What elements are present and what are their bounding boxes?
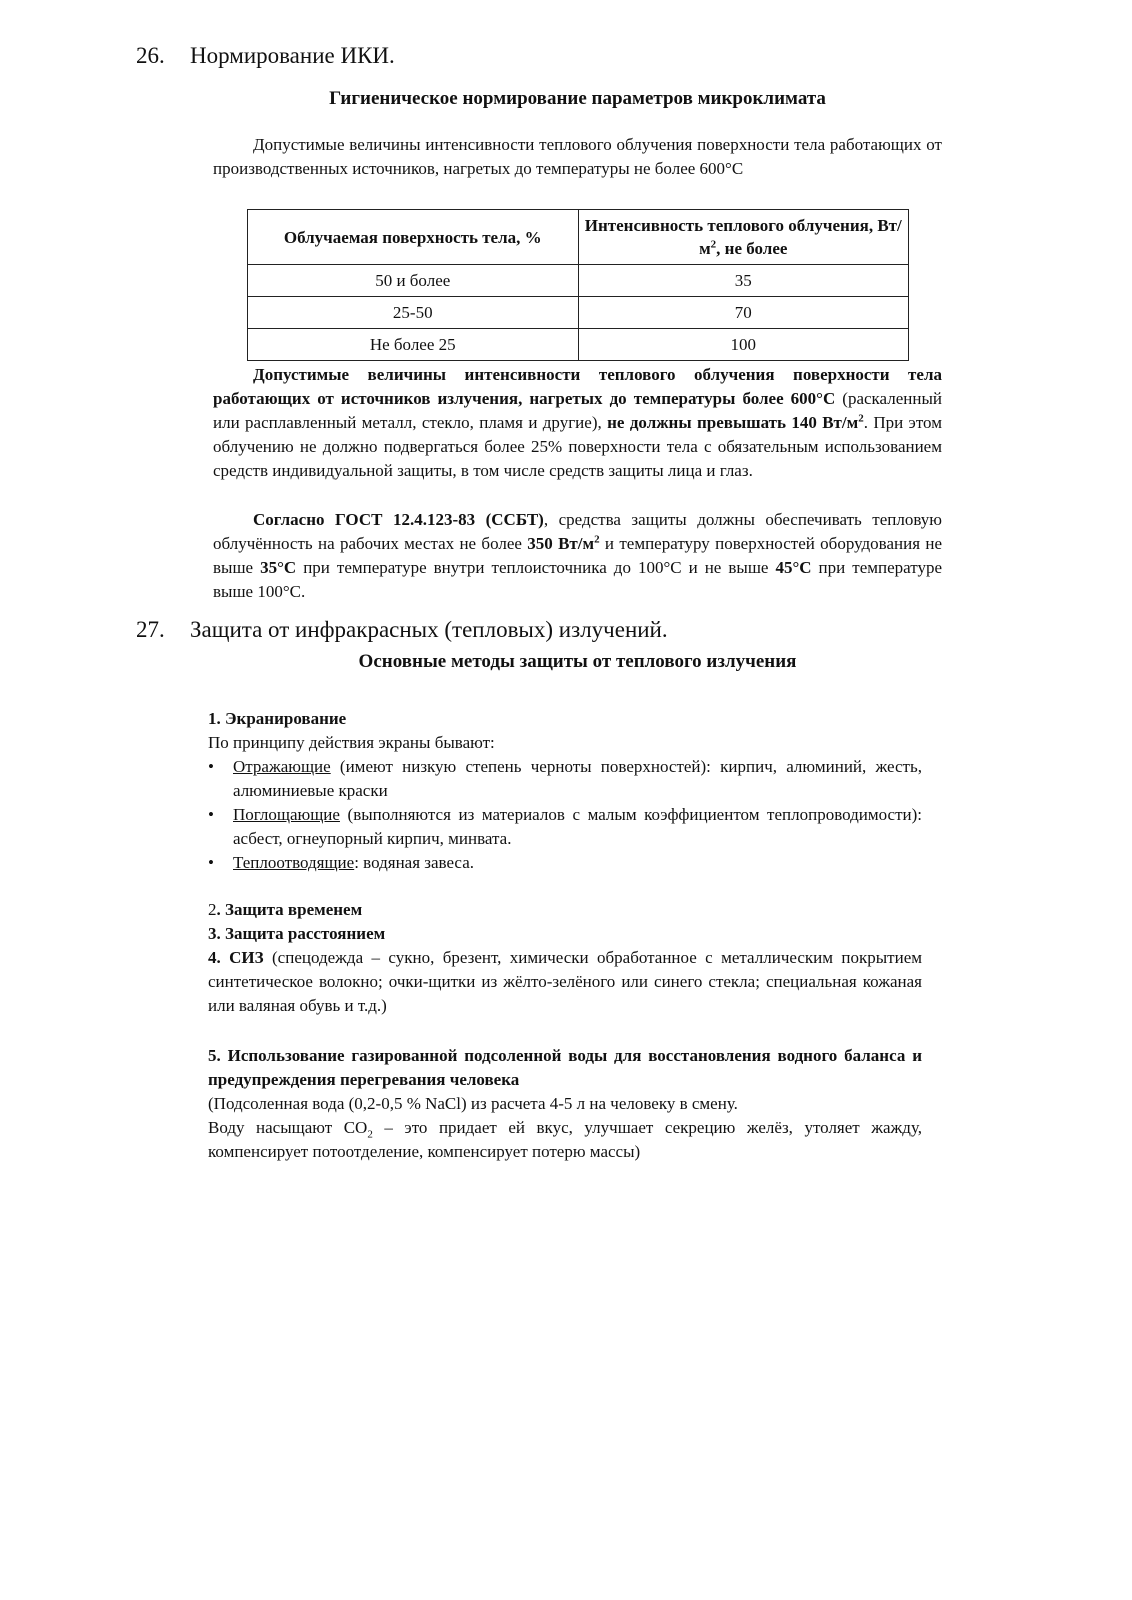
method-screening	[208, 707, 922, 875]
method-intro: По принципу действия экраны бывают:	[208, 733, 495, 752]
screen-type-list	[208, 755, 922, 875]
method-title: 5. Использование газированной подсоленной воды для восстановления водного баланса и предупреждения перегревания человека	[208, 1046, 922, 1089]
item-title: Защита от инфракрасных (тепловых) излучений.	[190, 617, 668, 642]
section-title-microclimate: Гигиеническое нормирование параметров микроклимата	[329, 88, 826, 109]
table-row	[248, 329, 909, 361]
section-title-protection: Основные методы защиты от теплового излучения	[358, 651, 797, 672]
item-title: Нормирование ИКИ.	[190, 43, 395, 68]
table-row	[248, 265, 909, 297]
item-26-heading	[136, 42, 395, 70]
method-salted-water	[208, 1044, 922, 1164]
column-header-surface: Облучаемая поверхность тела, %	[248, 210, 579, 265]
limit-paragraph: Допустимые величины интенсивности теплового облучения поверхности тела работающих от источников излучения, нагретых до температуры более 600°С (раскаленный или расплавленный металл, стекло, пламя и другие), не должны превышать 140 $Вт/м^2$. При этом облучению не должно подвергаться более 25% поверхности тела с обязательным использованием средств индивидуальной защиты, в том числе средств защиты лица и глаз.	[213, 365, 942, 480]
item-number: 27.	[136, 617, 165, 642]
table-cell: 35	[578, 265, 909, 297]
column-header-intensity: Интенсивность теплового облучения, $Вт/м^2$, не более	[578, 210, 909, 265]
method-title: 1. Экранирование	[208, 709, 347, 728]
table-row	[248, 297, 909, 329]
intro-paragraph: Допустимые величины интенсивности теплового облучения поверхности тела работающих от производственных источников, нагретых до температуры не более 600°С	[213, 135, 942, 178]
list-item: • Отражающие (имеют низкую степень черноты поверхностей): кирпич, алюминий, жесть, алюминиевые краски	[208, 757, 922, 800]
item-number: 26.	[136, 43, 165, 68]
gost-paragraph: Согласно ГОСТ 12.4.123-83 (ССБТ), средства защиты должны обеспечивать тепловую облучённость на рабочих местах не более 350 $Вт/м^2$ и температуру поверхностей оборудования не выше 35°С при температуре внутри теплоисточника до 100°С и не выше 45°С при температуре выше 100°С.	[213, 510, 943, 601]
method-ppe: 4. СИЗ (спецодежда – сукно, брезент, химически обработанное с металлическим покрытием синтетическое волокно; очки-щитки из жёлто-зелёного или синего стекла; специальная кожаная или валяная обувь и т.д.)	[208, 948, 922, 1015]
list-item: • Поглощающие (выполняются из материалов с малым коэффициентом теплопроводимости): асбест, огнеупорный кирпич, минвата.	[208, 805, 922, 848]
method-text: (Подсоленная вода (0,2-0,5 % NaCl) из расчета 4-5 л на человеку в смену.	[208, 1094, 738, 1113]
method-time: 2. Защита временем	[208, 900, 363, 919]
list-item: • Теплоотводящие: водяная завеса.	[208, 853, 474, 872]
table-cell: 50 и более	[248, 265, 579, 297]
table-cell: 70	[578, 297, 909, 329]
table-header-row	[248, 210, 909, 265]
table-cell: 25-50	[248, 297, 579, 329]
method-distance: 3. Защита расстоянием	[208, 924, 386, 943]
method-text: Воду насыщают $СО_2$ – это придает ей вкус, улучшает секрецию желёз, утоляет жажду, компенсирует потоотделение, компенсирует потерю массы)	[208, 1118, 922, 1161]
table-cell: Не более 25	[248, 329, 579, 361]
table-cell: 100	[578, 329, 909, 361]
radiation-norm-table	[247, 209, 909, 361]
item-27-heading	[136, 616, 668, 644]
